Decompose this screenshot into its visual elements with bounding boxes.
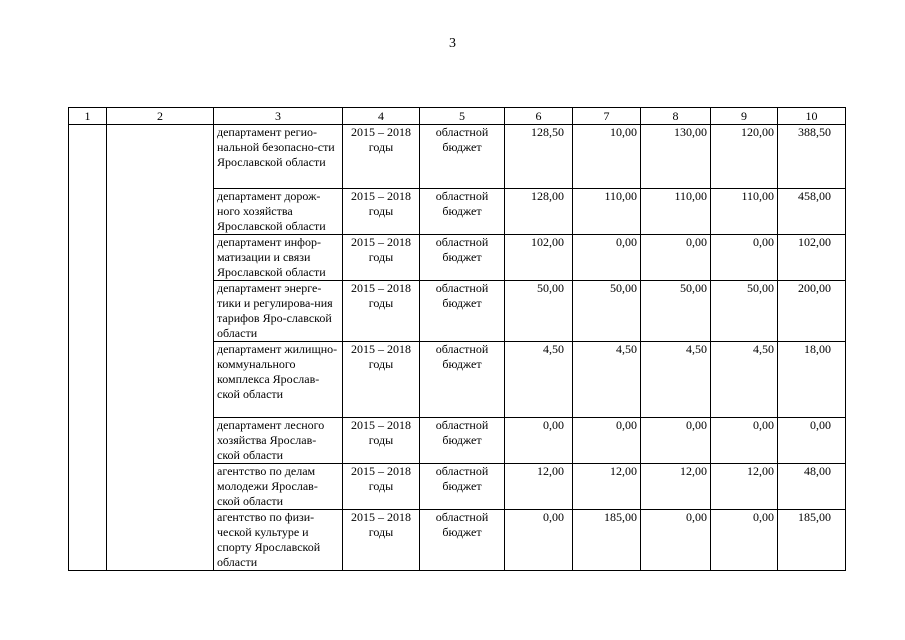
column-header: 2 <box>107 108 214 125</box>
value-cell: 0,00 <box>778 418 846 464</box>
source-cell: областной бюджет <box>420 281 505 342</box>
value-cell: 50,00 <box>711 281 778 342</box>
value-cell: 0,00 <box>711 418 778 464</box>
executor-cell: департамент энерге-тики и регулирова-ния тарифов Яро-славской области <box>214 281 343 342</box>
value-cell: 50,00 <box>641 281 711 342</box>
value-cell: 110,00 <box>641 189 711 235</box>
value-cell: 50,00 <box>505 281 573 342</box>
executor-cell: агентство по делам молодежи Ярослав-ской области <box>214 464 343 510</box>
period-cell: 2015 – 2018 годы <box>343 342 420 418</box>
period-cell: 2015 – 2018 годы <box>343 281 420 342</box>
column-header: 6 <box>505 108 573 125</box>
column-header: 1 <box>69 108 107 125</box>
period-cell: 2015 – 2018 годы <box>343 418 420 464</box>
value-cell: 0,00 <box>505 418 573 464</box>
column-header: 8 <box>641 108 711 125</box>
value-cell: 48,00 <box>778 464 846 510</box>
column-header: 3 <box>214 108 343 125</box>
empty-cell-col2 <box>107 125 214 571</box>
executor-cell: департамент лесного хозяйства Ярослав-ской области <box>214 418 343 464</box>
executor-cell: департамент регио-нальной безопасно-сти Ярославской области <box>214 125 343 189</box>
value-cell: 50,00 <box>573 281 641 342</box>
source-cell: областной бюджет <box>420 342 505 418</box>
value-cell: 128,50 <box>505 125 573 189</box>
value-cell: 4,50 <box>505 342 573 418</box>
executor-cell: агентство по физи-ческой культуре и спорту Ярославской области <box>214 510 343 571</box>
value-cell: 12,00 <box>711 464 778 510</box>
period-cell: 2015 – 2018 годы <box>343 510 420 571</box>
table-row <box>69 125 846 189</box>
source-cell: областной бюджет <box>420 510 505 571</box>
source-cell: областной бюджет <box>420 235 505 281</box>
value-cell: 130,00 <box>641 125 711 189</box>
value-cell: 110,00 <box>573 189 641 235</box>
value-cell: 388,50 <box>778 125 846 189</box>
source-cell: областной бюджет <box>420 125 505 189</box>
source-cell: областной бюджет <box>420 189 505 235</box>
value-cell: 185,00 <box>573 510 641 571</box>
column-header: 9 <box>711 108 778 125</box>
value-cell: 18,00 <box>778 342 846 418</box>
value-cell: 120,00 <box>711 125 778 189</box>
value-cell: 0,00 <box>641 510 711 571</box>
value-cell: 12,00 <box>641 464 711 510</box>
executor-cell: департамент жилищно-коммунального комплекса Ярослав-ской области <box>214 342 343 418</box>
value-cell: 0,00 <box>711 235 778 281</box>
value-cell: 0,00 <box>641 235 711 281</box>
value-cell: 200,00 <box>778 281 846 342</box>
header-row <box>69 108 846 125</box>
source-cell: областной бюджет <box>420 418 505 464</box>
empty-cell-col1 <box>69 125 107 571</box>
value-cell: 128,00 <box>505 189 573 235</box>
value-cell: 0,00 <box>573 418 641 464</box>
executor-cell: департамент дорож-ного хозяйства Ярославской области <box>214 189 343 235</box>
budget-table <box>68 107 846 571</box>
period-cell: 2015 – 2018 годы <box>343 125 420 189</box>
period-cell: 2015 – 2018 годы <box>343 235 420 281</box>
value-cell: 102,00 <box>505 235 573 281</box>
value-cell: 12,00 <box>505 464 573 510</box>
value-cell: 102,00 <box>778 235 846 281</box>
source-cell: областной бюджет <box>420 464 505 510</box>
value-cell: 185,00 <box>778 510 846 571</box>
period-cell: 2015 – 2018 годы <box>343 189 420 235</box>
column-header: 10 <box>778 108 846 125</box>
page-number: 3 <box>449 36 456 51</box>
value-cell: 0,00 <box>573 235 641 281</box>
value-cell: 0,00 <box>711 510 778 571</box>
value-cell: 458,00 <box>778 189 846 235</box>
value-cell: 12,00 <box>573 464 641 510</box>
value-cell: 0,00 <box>641 418 711 464</box>
executor-cell: департамент инфор-матизации и связи Ярославской области <box>214 235 343 281</box>
period-cell: 2015 – 2018 годы <box>343 464 420 510</box>
value-cell: 4,50 <box>573 342 641 418</box>
value-cell: 4,50 <box>711 342 778 418</box>
column-header: 5 <box>420 108 505 125</box>
value-cell: 10,00 <box>573 125 641 189</box>
value-cell: 0,00 <box>505 510 573 571</box>
column-header: 7 <box>573 108 641 125</box>
value-cell: 4,50 <box>641 342 711 418</box>
column-header: 4 <box>343 108 420 125</box>
value-cell: 110,00 <box>711 189 778 235</box>
